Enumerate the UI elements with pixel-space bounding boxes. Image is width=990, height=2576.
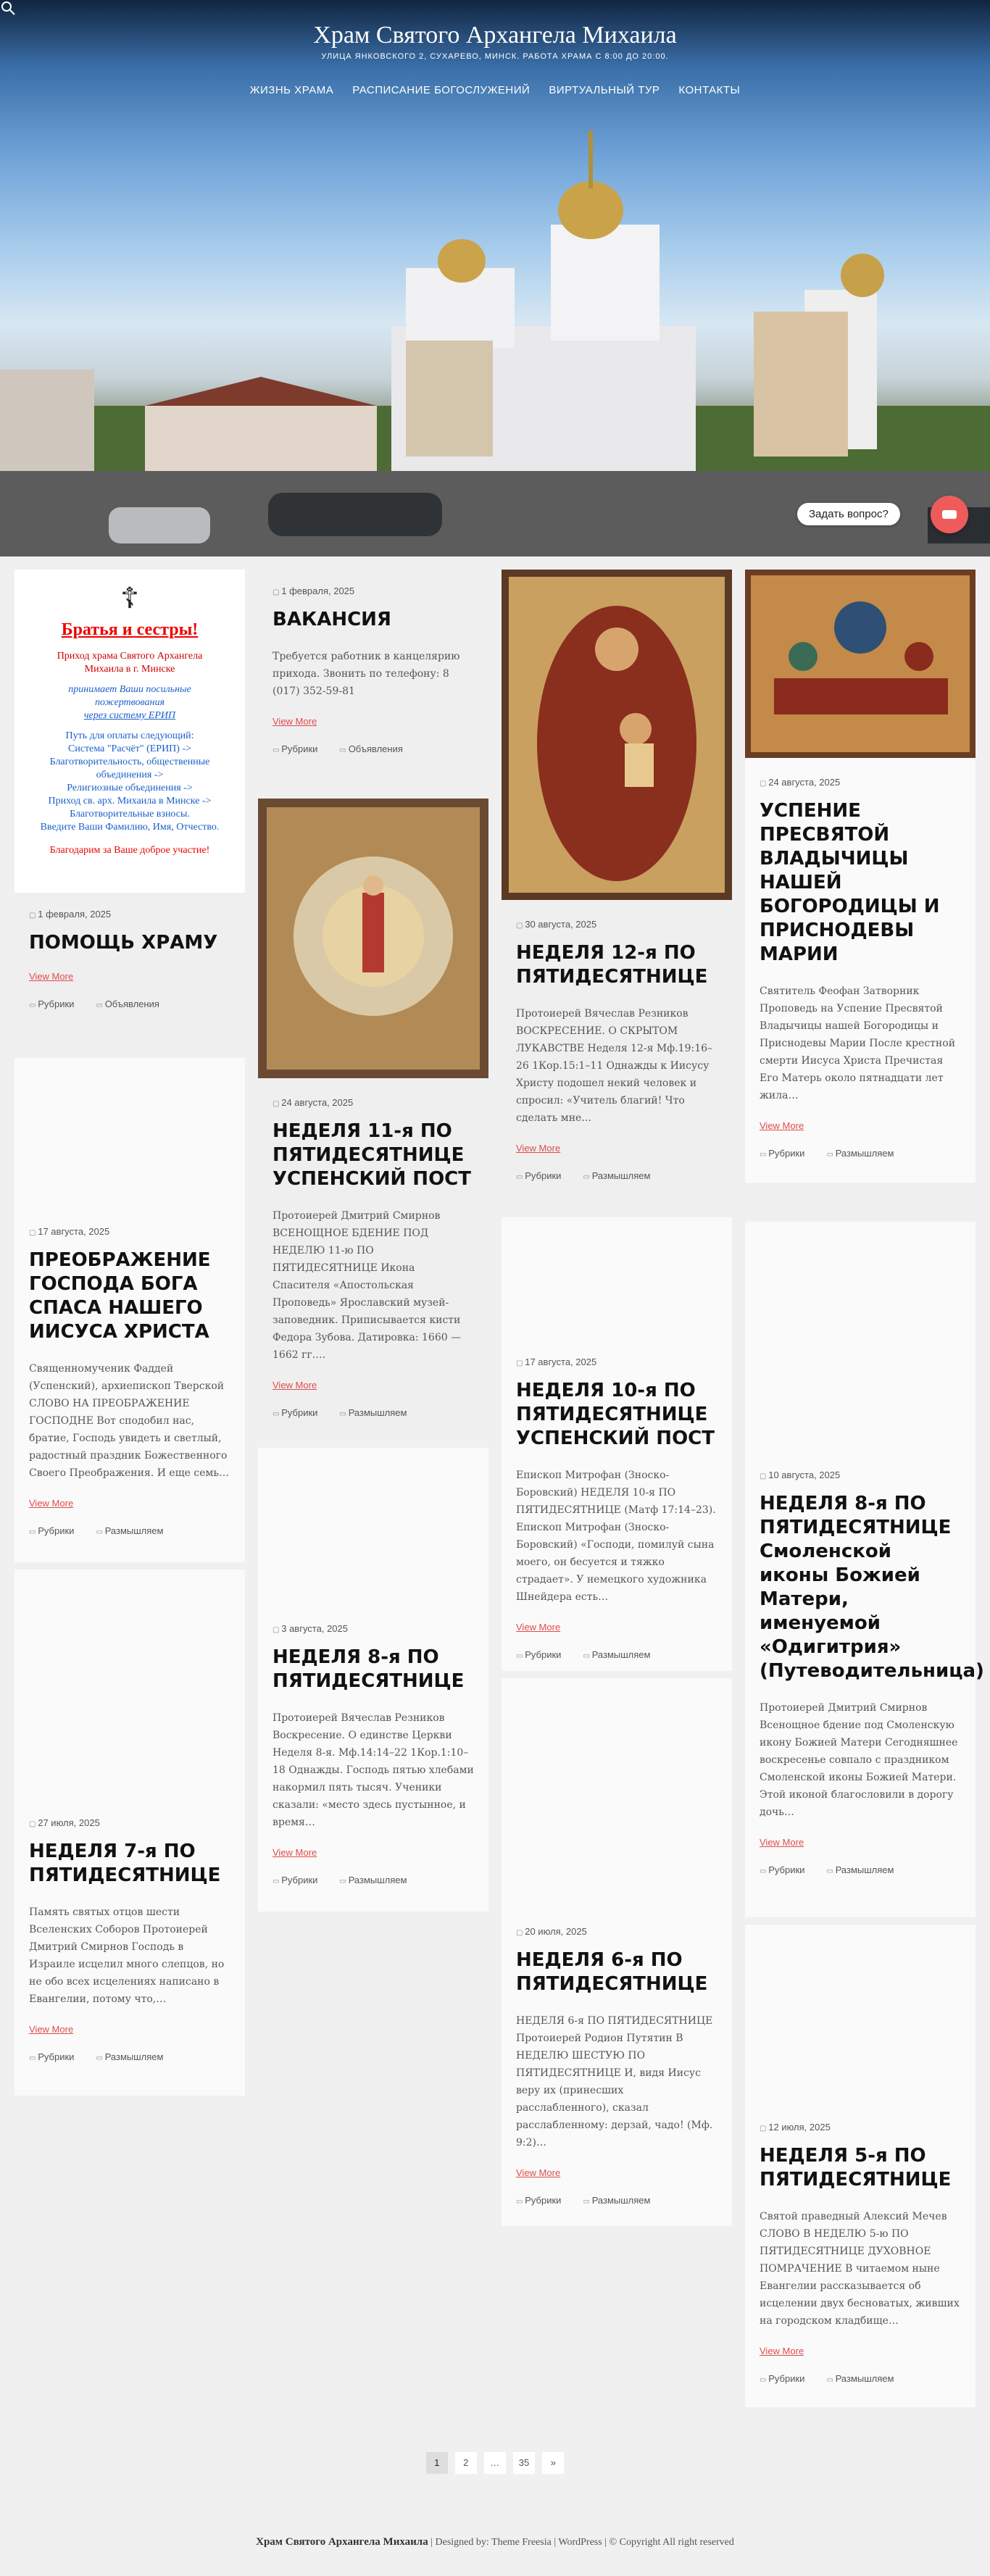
footer-site-name[interactable]: Храм Святого Архангела Михаила: [256, 2536, 428, 2548]
notice-line: Система "Расчёт" (ЕРИП) ->: [67, 743, 192, 754]
view-more-link[interactable]: View More: [760, 1837, 804, 1848]
view-more-link[interactable]: View More: [516, 1143, 561, 1154]
icon-image: [502, 570, 732, 900]
post-date: ▢ 27 июля, 2025: [29, 1801, 230, 1828]
view-more-link[interactable]: View More: [516, 2167, 561, 2178]
donation-notice: [14, 570, 245, 893]
category-link[interactable]: ▭ Рубрики: [29, 1525, 74, 1536]
post-date: ▢ 17 августа, 2025: [29, 1210, 230, 1237]
view-more-link[interactable]: View More: [273, 1380, 317, 1391]
search-icon[interactable]: [0, 0, 16, 16]
post-title[interactable]: НЕДЕЛЯ 11-я ПО ПЯТИДЕСЯТНИЦЕ УСПЕНСКИЙ ПОСТ: [273, 1120, 471, 1190]
notice-line: Благотворительные взносы.: [70, 809, 190, 820]
chat-button[interactable]: [931, 496, 968, 533]
category-link[interactable]: ▭ Размышляем: [96, 1525, 163, 1536]
category-link[interactable]: ▭ Рубрики: [29, 999, 74, 1009]
notice-line: Благотворительность, общественные: [49, 756, 210, 767]
category-link[interactable]: ▭ Размышляем: [96, 2051, 163, 2062]
post-card: [745, 570, 976, 1183]
site-title[interactable]: Храм Святого Архангела Михаила: [313, 22, 677, 49]
category-link[interactable]: ▭ Размышляем: [826, 1148, 894, 1159]
view-more-link[interactable]: View More: [760, 2346, 804, 2356]
post-date: ▢ 17 августа, 2025: [516, 1341, 717, 1367]
category-link[interactable]: ▭ Размышляем: [339, 1407, 407, 1418]
category-link[interactable]: ▭ Рубрики: [273, 1875, 317, 1885]
post-excerpt: Святитель Феофан Затворник Проповедь на Успение Пресвятой Владычицы нашей Богородицы и Приснодевы Марии После крестной смерти Иисуса Христа Пречистая Его Матерь около пятнадцати лет жила…: [760, 985, 956, 1101]
pagination: [0, 2452, 990, 2474]
category-link[interactable]: ▭ Размышляем: [339, 1875, 407, 1885]
post-title[interactable]: ВАКАНСИЯ: [273, 609, 391, 630]
category-link[interactable]: ▭ Рубрики: [516, 1170, 561, 1181]
nav-item-raspisanie[interactable]: РАСПИСАНИЕ БОГОСЛУЖЕНИЙ: [352, 84, 531, 96]
view-more-link[interactable]: View More: [273, 716, 317, 727]
view-more-link[interactable]: View More: [29, 2024, 74, 2035]
post-card: [745, 1222, 984, 1917]
category-link[interactable]: ▭ Рубрики: [760, 1148, 804, 1159]
next-page-link[interactable]: »: [542, 2452, 564, 2474]
post-date: ▢ 24 августа, 2025: [273, 1081, 474, 1108]
notice-line: Благодарим за Ваше доброе участие!: [49, 845, 210, 856]
view-more-link[interactable]: View More: [29, 971, 74, 982]
post-date: ▢ 12 июля, 2025: [760, 2106, 961, 2133]
post-title[interactable]: НЕДЕЛЯ 5-я ПО ПЯТИДЕСЯТНИЦЕ: [760, 2145, 952, 2191]
post-date: ▢ 10 августа, 2025: [760, 1454, 961, 1480]
footer-credits: | Designed by: Theme Freesia | WordPress | © Copyright All right reserved: [428, 2537, 734, 2548]
page-link-current[interactable]: 1: [426, 2452, 448, 2474]
category-link[interactable]: ▭ Размышляем: [826, 2373, 894, 2384]
post-excerpt: Епископ Митрофан (Зноско-Боровский) НЕДЕЛЯ 10-я ПО ПЯТИДЕСЯТНИЦЕ (Матф 17:14–23). Епископ Митрофан (Зноско-Боровский) «Господи, помилуй сына моего, он бесуется и тяжко страдает». У немецкого художника Шнейдера есть…: [516, 1470, 716, 1603]
category-link[interactable]: ▭ Рубрики: [29, 2051, 74, 2062]
post-excerpt: Священномученик Фаддей (Успенский), архиепископ Тверской СЛОВО НА ПРЕОБРАЖЕНИЕ ГОСПОДНЕ Вот сподобил нас, братие, Господь увидеть и светлый, радостный праздник Божественного Своего Преображения. И еще семь…: [29, 1363, 230, 1479]
category-link[interactable]: ▭ Рубрики: [516, 1649, 561, 1660]
category-link[interactable]: ▭ Размышляем: [583, 1649, 650, 1660]
post-card: [258, 799, 488, 1433]
post-date: ▢ 1 февраля, 2025: [29, 893, 230, 920]
cross-icon: ☦: [120, 582, 139, 614]
notice-line: Приход св. арх. Михаила в Минске ->: [48, 796, 212, 806]
post-title[interactable]: НЕДЕЛЯ 10-я ПО ПЯТИДЕСЯТНИЦЕ УСПЕНСКИЙ ПОСТ: [516, 1380, 715, 1449]
post-card: [14, 1058, 245, 1562]
post-excerpt: Протоиерей Дмитрий Смирнов ВСЕНОЩНОЕ БДЕНИЕ ПОД НЕДЕЛЮ 11-ю ПО ПЯТИДЕСЯТНИЦЕ Икона Спасителя «Апостольская Проповедь» Ярославский музей-заповедник. Приписывается кисти Федора Зубова. Датировка: 1660 — 1662 гг.…: [273, 1210, 462, 1361]
post-date: ▢ 3 августа, 2025: [273, 1607, 474, 1634]
post-excerpt: Протоиерей Вячеслав Резников Воскресение. О единстве Церкви Неделя 8-я. Мф.14:14–22 1Кор.1:10–18 Однажды. Господь пятью хлебами накормил пять тысяч. Ученики сказали: «место здесь пустынное, и время…: [273, 1712, 474, 1828]
chat-icon: [942, 510, 957, 519]
notice-line: объединения ->: [96, 770, 164, 780]
notice-line: пожертвования: [95, 697, 165, 708]
post-title[interactable]: ПРЕОБРАЖЕНИЕ ГОСПОДА БОГА СПАСА НАШЕГО ИИСУСА ХРИСТА: [29, 1249, 211, 1343]
nav-item-kontakty[interactable]: КОНТАКТЫ: [678, 84, 741, 96]
view-more-link[interactable]: View More: [273, 1847, 317, 1858]
post-date: ▢ 20 июля, 2025: [516, 1910, 717, 1937]
category-link[interactable]: ▭ Объявления: [96, 999, 159, 1009]
notice-line: Михаила в г. Минске: [84, 664, 175, 675]
category-link[interactable]: ▭ Рубрики: [760, 1864, 804, 1875]
nav-item-virtual-tour[interactable]: ВИРТУАЛЬНЫЙ ТУР: [549, 84, 660, 96]
post-date: ▢ 1 февраля, 2025: [273, 570, 474, 596]
notice-line: через систему ЕРИП: [83, 710, 176, 721]
view-more-link[interactable]: View More: [760, 1120, 804, 1131]
post-title[interactable]: НЕДЕЛЯ 8-я ПО ПЯТИДЕСЯТНИЦЕ: [273, 1646, 465, 1692]
post-excerpt: Память святых отцов шести Вселенских Соборов Протоиерей Дмитрий Смирнов Господь в Израиле исцелил много слепцов, но не обо всех исцелениях написано в Евангелии, потому что,…: [29, 1906, 225, 2005]
post-card: [14, 570, 245, 1024]
post-card: [502, 1678, 732, 2226]
category-link[interactable]: ▭ Рубрики: [516, 2195, 561, 2206]
notice-line: принимает Ваши посильные: [68, 684, 191, 695]
category-link[interactable]: ▭ Размышляем: [583, 1170, 650, 1181]
view-more-link[interactable]: View More: [516, 1622, 561, 1633]
category-link[interactable]: ▭ Размышляем: [826, 1864, 894, 1875]
post-card: [502, 1217, 732, 1671]
nav-item-zhizn-hrama[interactable]: ЖИЗНЬ ХРАМА: [249, 84, 334, 96]
notice-line: Религиозные объединения ->: [67, 783, 193, 793]
view-more-link[interactable]: View More: [29, 1498, 74, 1509]
post-title[interactable]: НЕДЕЛЯ 8-я ПО ПЯТИДЕСЯТНИЦЕ Смоленской иконы Божией Матери, именуемой «Одигитрия» (Путеводительница): [760, 1493, 984, 1682]
post-title[interactable]: НЕДЕЛЯ 7-я ПО ПЯТИДЕСЯТНИЦЕ: [29, 1841, 221, 1886]
category-link[interactable]: ▭ Объявления: [339, 743, 402, 754]
post-excerpt: Протоиерей Дмитрий Смирнов Всенощное бдение под Смоленскую икону Божией Матери Сегодняшнее воскресенье совпало с праздником Смоленской иконы Божией Матери. Этой иконой благословили в дорогу дочь…: [760, 1702, 958, 1818]
post-card: [258, 1448, 488, 1912]
post-title[interactable]: УСПЕНИЕ ПРЕСВЯТОЙ ВЛАДЫЧИЦЫ НАШЕЙ БОГОРОДИЦЫ И ПРИСНОДЕВЫ МАРИИ: [760, 800, 940, 965]
page-ellipsis: …: [484, 2452, 506, 2474]
category-link[interactable]: ▭ Рубрики: [273, 1407, 317, 1418]
site-description: УЛИЦА ЯНКОВСКОГО 2, СУХАРЕВО, МИНСК. РАБОТА ХРАМА С 8:00 ДО 20:00.: [321, 52, 669, 61]
post-excerpt: Святой праведный Алексий Мечев СЛОВО В НЕДЕЛЮ 5-ю ПО ПЯТИДЕСЯТНИЦЕ ДУХОВНОЕ ПОМРАЧЕНИЕ В читаемом ныне Евангелии рассказывается об исцелении двух бесноватых, живших на городском кладбище…: [760, 2211, 960, 2327]
notice-heading: Братья и сестры!: [61, 620, 199, 639]
post-excerpt: Требуется работник в канцелярию прихода. Звонить по телефону: 8 (017) 352-59-81: [273, 651, 460, 697]
footer: [0, 2536, 990, 2548]
ask-question-label[interactable]: Задать вопрос?: [797, 503, 900, 525]
post-card: [14, 1570, 245, 2096]
post-title[interactable]: НЕДЕЛЯ 6-я ПО ПЯТИДЕСЯТНИЦЕ: [516, 1949, 708, 1995]
page-link[interactable]: 35: [513, 2452, 535, 2474]
main-nav: [0, 84, 990, 96]
hero-banner: [0, 0, 990, 557]
category-link[interactable]: ▭ Рубрики: [273, 743, 317, 754]
post-excerpt: НЕДЕЛЯ 6-я ПО ПЯТИДЕСЯТНИЦЕ Протоиерей Родион Путятин В НЕДЕЛЮ ШЕСТУЮ ПО ПЯТИДЕСЯТНИЦЕ И, видя Иисус веру их (принесших расслабленного), сказал расслабленному: дерзай, чадо! (Мф. 9:2)…: [516, 2015, 713, 2148]
post-title[interactable]: НЕДЕЛЯ 12-я ПО ПЯТИДЕСЯТНИЦЕ: [516, 942, 708, 988]
category-link[interactable]: ▭ Размышляем: [583, 2195, 650, 2206]
notice-line: Приход храма Святого Архангела: [57, 651, 203, 662]
post-card: [502, 570, 732, 1204]
icon-image: [745, 570, 976, 758]
post-card: [745, 1925, 976, 2407]
category-link[interactable]: ▭ Рубрики: [760, 2373, 804, 2384]
post-title[interactable]: ПОМОЩЬ ХРАМУ: [29, 932, 218, 954]
notice-line: Введите Ваши Фамилию, Имя, Отчество.: [40, 822, 220, 833]
post-excerpt: Протоиерей Вячеслав Резников ВОСКРЕСЕНИЕ. О СКРЫТОМ ЛУКАВСТВЕ Неделя 12-я Мф.19:16–26 1Кор.15:1–11 Однажды к Иисусу Христу подошел некий человек и спросил: «Учитель благий! Что сделать мне…: [516, 1008, 713, 1124]
post-date: ▢ 30 августа, 2025: [516, 903, 717, 930]
notice-line: Путь для оплаты следующий:: [65, 730, 194, 741]
page-link[interactable]: 2: [455, 2452, 477, 2474]
icon-image: [258, 799, 488, 1078]
post-card: [258, 570, 488, 784]
post-date: ▢ 24 августа, 2025: [760, 761, 961, 788]
